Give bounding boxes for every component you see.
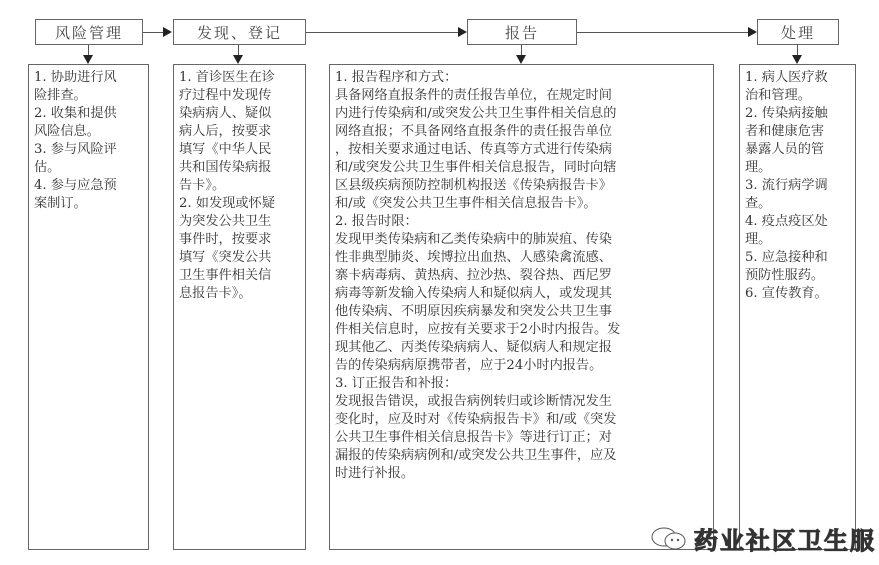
text-line: 和/或《突发公共卫生事件相关信息报告卡》。 — [335, 196, 597, 211]
text-line: 病人后，按要求 — [179, 124, 272, 139]
arrow-right-icon — [458, 27, 467, 37]
text-line: 治和管理。 — [745, 88, 811, 103]
text-line: 网络直报；不具备网络直报条件的责任报告单位 — [335, 124, 612, 139]
text-line: 填写《中华人民 — [179, 142, 272, 157]
arrow-right-icon — [748, 27, 757, 37]
text-line: 为突发公共卫生 — [179, 214, 272, 229]
text-line: 息报告卡》。 — [179, 286, 252, 301]
text-line: 寨卡病毒病、黄热病、拉沙热、裂谷热、西尼罗 — [335, 268, 612, 283]
watermark-text: 药业社区卫生服 — [694, 527, 876, 555]
text-line: 2. 传染病接触 — [745, 106, 828, 121]
discover-register-details — [173, 64, 306, 550]
text-line: 者和健康危害 — [745, 124, 825, 139]
report-details — [329, 64, 714, 550]
text-line: 时进行补报。 — [335, 466, 415, 481]
text-line: 告的传染病病原携带者，应于24小时内报告。 — [335, 358, 603, 373]
arrow-right-icon — [163, 27, 172, 37]
arrow-down-icon — [83, 55, 93, 64]
connector-risk-discover — [143, 32, 165, 33]
arrow-down-icon — [516, 55, 526, 64]
text-line: 2. 如发现或怀疑 — [179, 196, 275, 211]
text-line: 漏报的传染病病例和/或突发公共卫生事件，应及 — [335, 448, 617, 463]
text-line: 理。 — [745, 232, 772, 247]
text-line: 6. 宣传教育。 — [745, 286, 828, 301]
arrow-down-icon — [233, 55, 243, 64]
text-line: 预防性服药。 — [745, 268, 825, 283]
text-line: 1. 协助进行风 — [34, 70, 117, 85]
text-line: 性非典型肺炎、埃博拉出血热、人感染禽流感、 — [335, 250, 612, 265]
text-line: 发现甲类传染病和乙类传染病中的肺炭疽、传染 — [335, 232, 612, 247]
text-line: 内进行传染病和/或突发公共卫生事件相关信息的 — [335, 106, 617, 121]
text-line: 具备网络直报条件的责任报告单位，在规定时间 — [335, 88, 612, 103]
text-line: 理。 — [745, 160, 772, 175]
text-line: 共和国传染病报 — [179, 160, 272, 175]
text-line: 事件时，按要求 — [179, 232, 272, 247]
text-line: 和/或突发公共卫生事件相关信息报告，同时向辖 — [335, 160, 617, 175]
text-line: 1. 病人医疗救 — [745, 70, 828, 85]
handle-details — [739, 64, 856, 550]
text-line: 发现报告错误，或报告病例转归或诊断情况发生 — [335, 394, 612, 409]
text-line: 5. 应急接种和 — [745, 250, 828, 265]
stage-handle: 处理 — [757, 19, 839, 45]
connector-discover-report — [306, 32, 459, 33]
connector-report-handle — [577, 32, 749, 33]
text-line: 件相关信息时，应按有关要求于2小时内报告。发 — [335, 322, 621, 337]
text-line: 卫生事件相关信 — [179, 268, 272, 283]
text-line: 公共卫生事件相关信息报告卡》等进行订正；对 — [335, 430, 612, 445]
arrow-down-icon — [792, 55, 802, 64]
text-line: 现其他乙、丙类传染病病人、疑似病人和规定报 — [335, 340, 612, 355]
text-line: 3. 流行病学调 — [745, 178, 828, 193]
text-line: 3. 参与风险评 — [34, 142, 117, 157]
text-line: 1. 首诊医生在诊 — [179, 70, 275, 85]
stage-discover-register: 发现、登记 — [173, 19, 306, 45]
text-line: 染病病人、疑似 — [179, 106, 272, 121]
text-line: 告卡》。 — [179, 178, 226, 193]
text-line: 风险信息。 — [34, 124, 100, 139]
connector-risk-down — [88, 45, 89, 55]
text-line: 3. 订正报告和补报： — [335, 376, 458, 391]
text-line: 疗过程中发现传 — [179, 88, 272, 103]
connector-report-down — [521, 45, 522, 55]
stage-risk-management: 风险管理 — [35, 19, 143, 45]
text-line: 2. 报告时限： — [335, 214, 418, 229]
wechat-bubble-icon — [650, 526, 688, 552]
text-line: 估。 — [34, 160, 61, 175]
connector-discover-down — [238, 45, 239, 55]
text-line: 暴露人员的管 — [745, 142, 825, 157]
text-line: 查。 — [745, 196, 772, 211]
text-line: 4. 参与应急预 — [34, 178, 117, 193]
text-line: 变化时，应及时对《传染病报告卡》和/或《突发 — [335, 412, 617, 427]
connector-handle-down — [797, 45, 798, 55]
text-line: 1. 报告程序和方式： — [335, 70, 458, 85]
text-line: 病毒等新发输入传染病人和疑似病人，或发现其 — [335, 286, 612, 301]
stage-report: 报告 — [467, 19, 577, 45]
text-line: 4. 疫点疫区处 — [745, 214, 828, 229]
text-line: 险排查。 — [34, 88, 87, 103]
risk-management-details — [28, 64, 149, 550]
text-line: 填写《突发公共 — [179, 250, 272, 265]
text-line: 2. 收集和提供 — [34, 106, 117, 121]
text-line: 区县级疾病预防控制机构报送《传染病报告卡》 — [335, 178, 612, 193]
text-line: ，按相关要求通过电话、传真等方式进行传染病 — [335, 142, 612, 157]
text-line: 案制订。 — [34, 196, 87, 211]
text-line: 他传染病、不明原因疾病暴发和突发公共卫生事 — [335, 304, 612, 319]
watermark — [650, 521, 876, 556]
